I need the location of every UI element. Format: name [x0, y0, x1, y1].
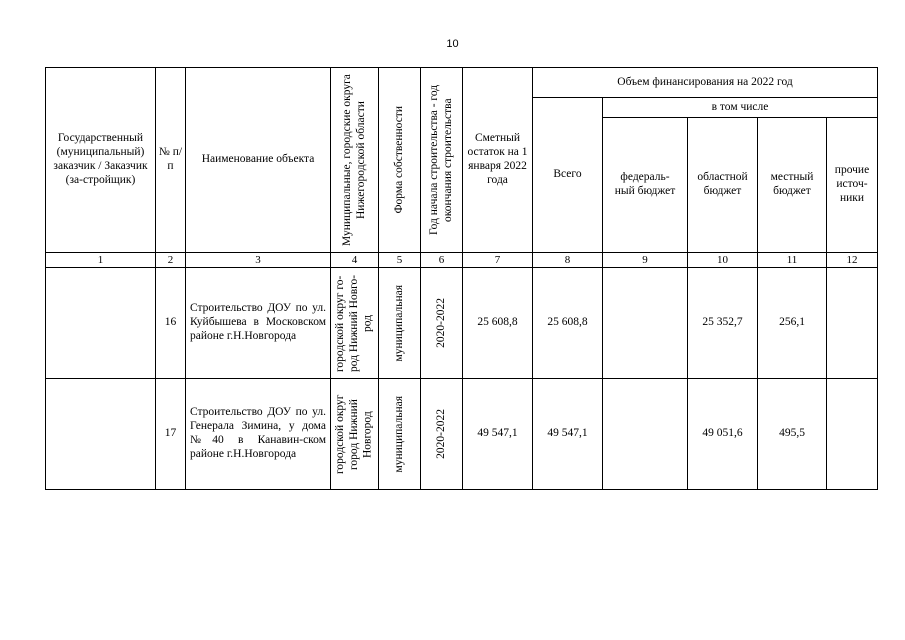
row-number: 16 — [156, 268, 186, 379]
header-total: Всего — [533, 98, 603, 253]
row-ownership — [379, 268, 421, 379]
row-object-name-text: Строительство ДОУ по ул. Генерала Зимина, у дома №40 в Канавин-ском районе г.Н.Новгорода — [190, 406, 326, 460]
page-number: 10 — [446, 38, 459, 50]
row-object-name — [186, 379, 331, 490]
column-number: 9 — [603, 253, 688, 268]
column-number: 8 — [533, 253, 603, 268]
row-ownership — [379, 379, 421, 490]
header-customer: Государственный (муниципальный) заказчик / Заказчик (за-стройщик) — [46, 68, 156, 253]
row-estimate: 25 608,8 — [463, 268, 533, 379]
row-years-text: 2020-2022 — [434, 409, 447, 459]
row-total: 25 608,8 — [533, 268, 603, 379]
header-estimate: Сметный остаток на 1 января 2022 года — [463, 68, 533, 253]
header-ownership — [379, 68, 421, 253]
row-federal — [603, 379, 688, 490]
column-number: 11 — [758, 253, 827, 268]
table-row — [46, 268, 878, 379]
row-estimate: 49 547,1 — [463, 379, 533, 490]
column-number: 12 — [827, 253, 878, 268]
row-years — [421, 268, 463, 379]
table-row — [46, 379, 878, 490]
column-number: 7 — [463, 253, 533, 268]
row-regional: 25 352,7 — [688, 268, 758, 379]
header-years — [421, 68, 463, 253]
header-number: № п/п — [156, 68, 186, 253]
row-other — [827, 268, 878, 379]
row-other — [827, 379, 878, 490]
row-municipality — [331, 268, 379, 379]
header-object-name: Наименование объекта — [186, 68, 331, 253]
column-number: 10 — [688, 253, 758, 268]
header-ownership-text: Форма собственности — [392, 106, 405, 214]
header-years-text: Год начала строительства - год окончания строительства — [427, 84, 454, 236]
column-number: 6 — [421, 253, 463, 268]
row-object-name — [186, 268, 331, 379]
header-regional: областной бюджет — [688, 118, 758, 253]
row-federal — [603, 268, 688, 379]
header-municipality — [331, 68, 379, 253]
financing-table — [45, 67, 878, 490]
row-regional: 49 051,6 — [688, 379, 758, 490]
column-number-row — [46, 253, 878, 268]
row-years — [421, 379, 463, 490]
column-number: 5 — [379, 253, 421, 268]
row-municipality — [331, 379, 379, 490]
row-municipality-text: городской округ го-род Нижний Новго-род — [333, 274, 374, 372]
header-federal: федераль-ный бюджет — [603, 118, 688, 253]
column-number: 4 — [331, 253, 379, 268]
column-number: 1 — [46, 253, 156, 268]
header-municipality-text: Муниципальные, городские округа Нижегородской области — [340, 74, 367, 246]
row-ownership-text: муниципальная — [392, 395, 405, 473]
row-municipality-text: городской округ город Нижний Новгород — [333, 394, 374, 474]
row-local: 495,5 — [758, 379, 827, 490]
column-number: 3 — [186, 253, 331, 268]
header-including: в том числе — [603, 98, 878, 118]
header-financing: Объем финансирования на 2022 год — [533, 68, 878, 98]
row-years-text: 2020-2022 — [434, 298, 447, 348]
header-other: прочие источ-ники — [827, 118, 878, 253]
row-customer — [46, 268, 156, 379]
row-object-name-text: Строительство ДОУ по ул. Куйбышева в Московском районе г.Н.Новгорода — [190, 302, 326, 342]
header-local: местный бюджет — [758, 118, 827, 253]
row-total: 49 547,1 — [533, 379, 603, 490]
row-customer — [46, 379, 156, 490]
row-number: 17 — [156, 379, 186, 490]
column-number: 2 — [156, 253, 186, 268]
row-local: 256,1 — [758, 268, 827, 379]
row-ownership-text: муниципальная — [392, 284, 405, 362]
